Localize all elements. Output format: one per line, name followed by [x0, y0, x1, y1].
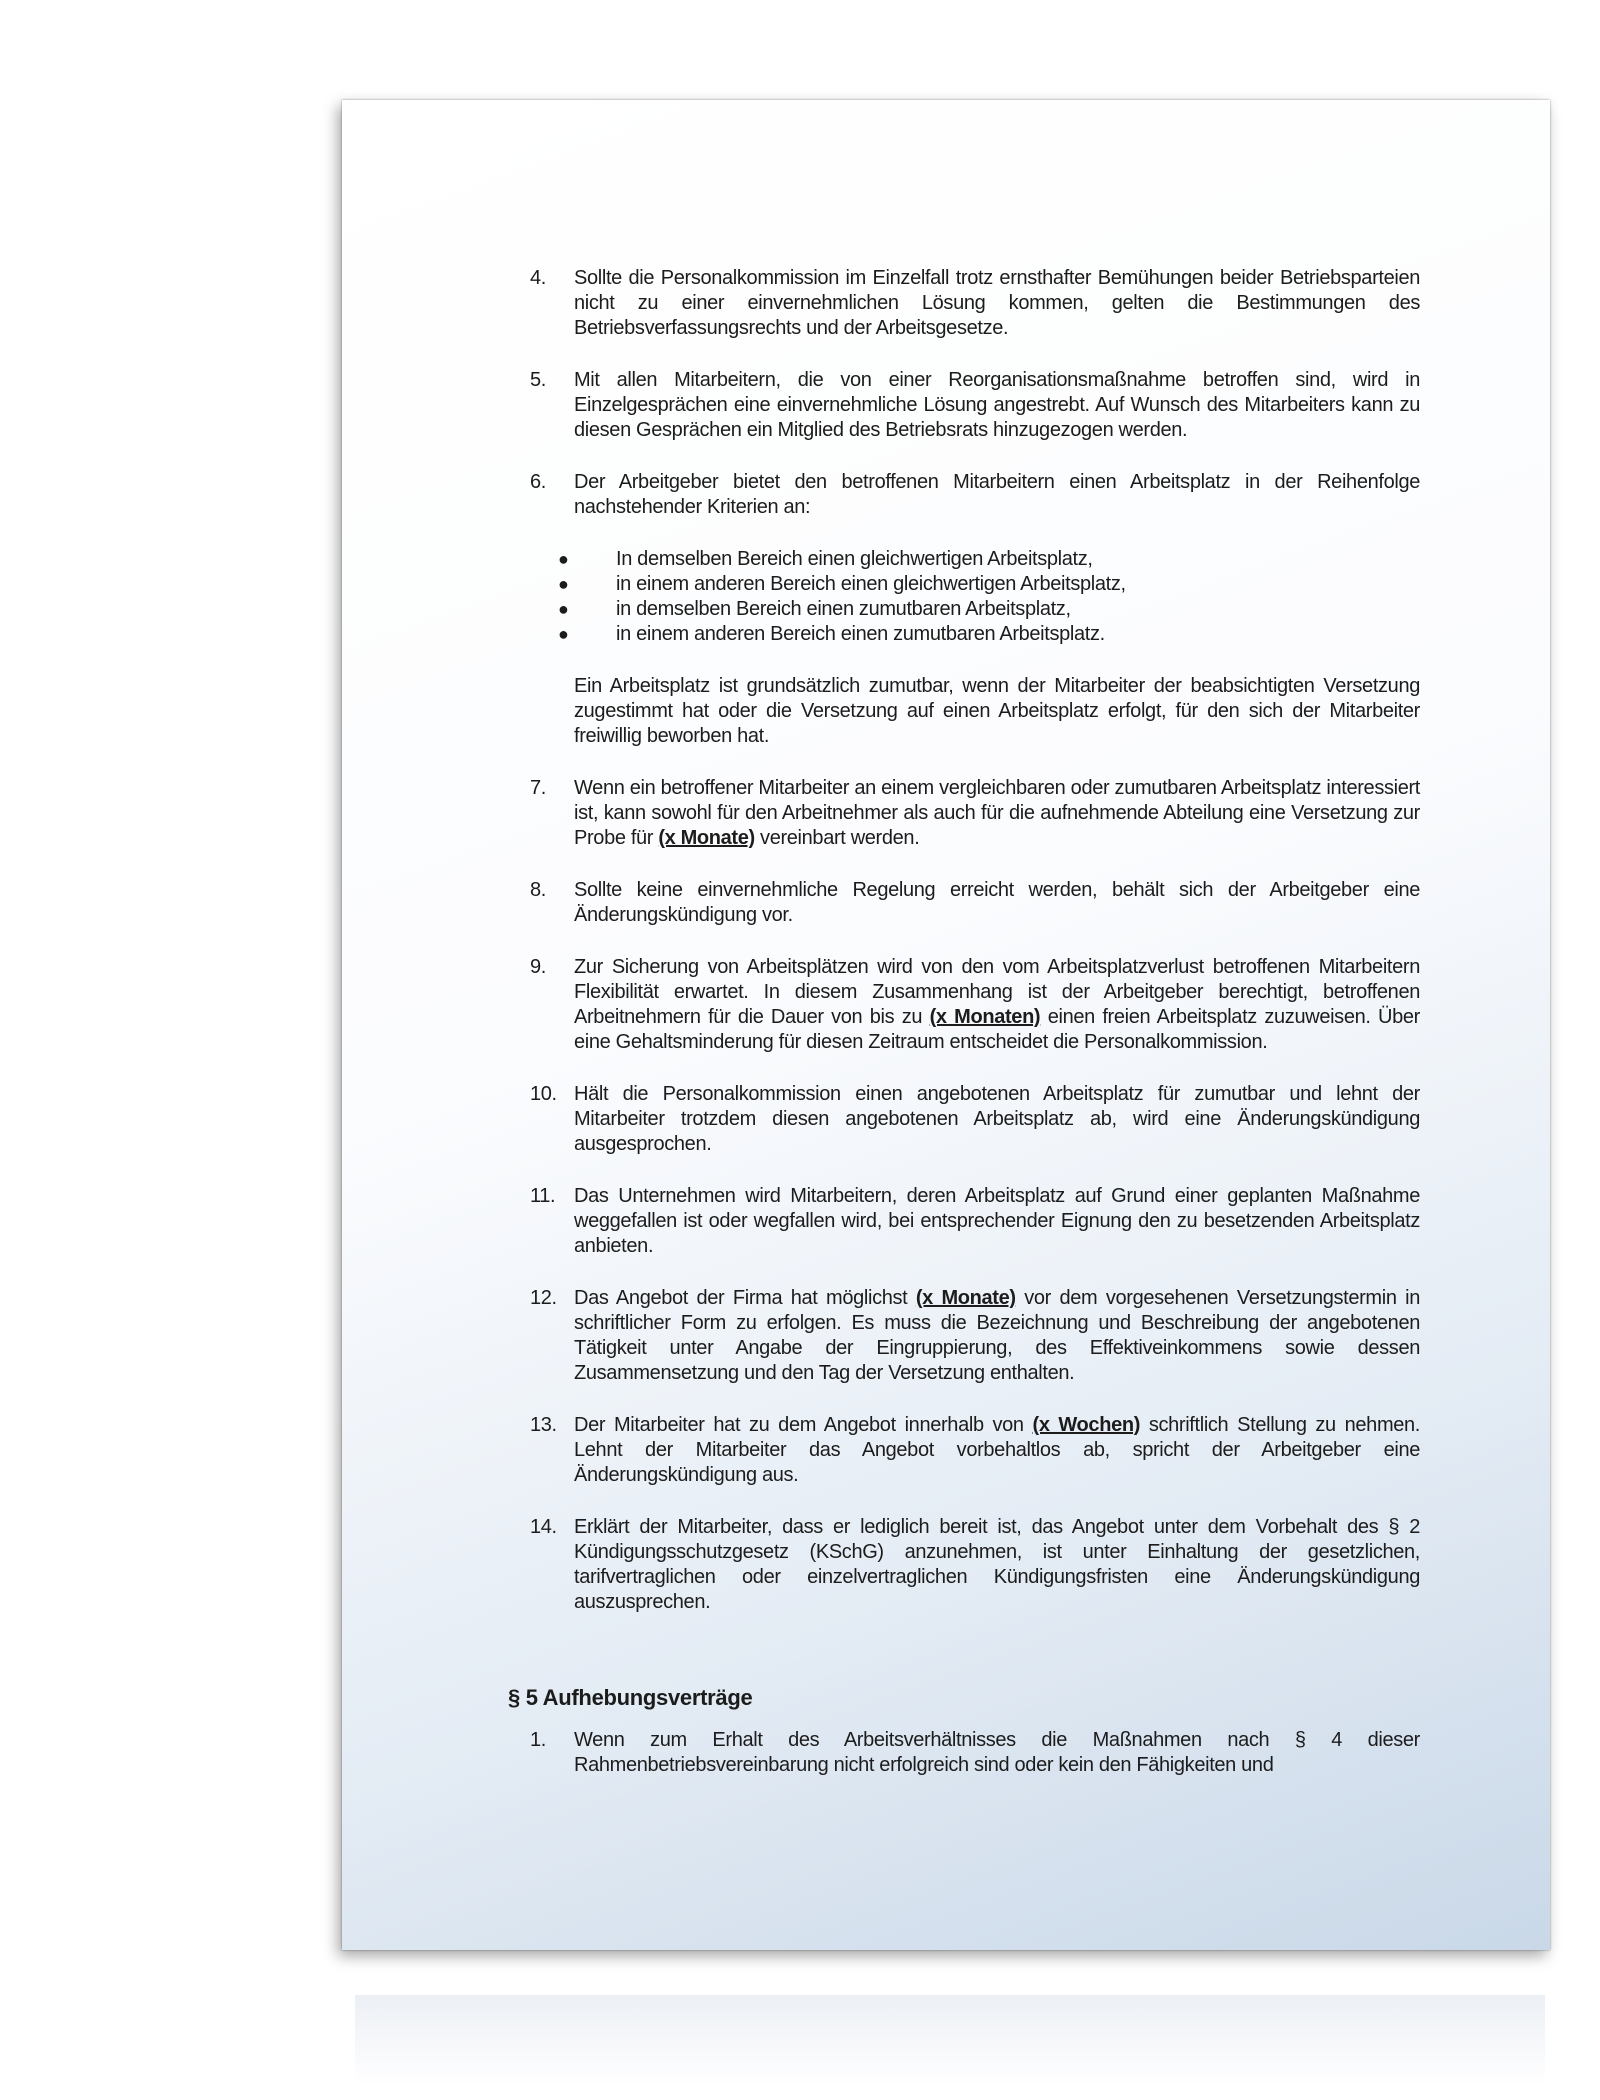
item-number: 14.	[530, 1516, 557, 1538]
text-part: vereinbart werden.	[754, 827, 920, 849]
item-text: Mit allen Mitarbeitern, die von einer Reorganisationsmaßnahme betroffen sind, wird in Einzelgesprächen eine einvernehmliche Lösung angestrebt. Auf Wunsch des Mitarbeiters kann zu diesen Gesprächen ein Mitglied des Betriebsrats hinzugezogen werden.	[574, 369, 1420, 441]
item-text	[574, 955, 1420, 1055]
zumutbar-note: Ein Arbeitsplatz ist grundsätzlich zumutbar, wenn der Mitarbeiter der beabsichtigten Versetzung zugestimmt hat oder die Versetzung auf einen Arbeitsplatz erfolgt, für den sich der Mitarbeiter freiwillig beworben hat.	[574, 675, 1420, 747]
list-item	[530, 266, 1420, 341]
item-number: 6.	[530, 471, 546, 493]
item-number: 4.	[530, 267, 546, 289]
placeholder-field: (x Wochen)	[1032, 1414, 1141, 1436]
item-text: Sollte keine einvernehmliche Regelung erreicht werden, behält sich der Arbeitgeber eine Änderungskündigung vor.	[574, 879, 1420, 926]
text-part: schriftlich Stellung zu nehmen. Lehnt der Mitarbeiter das Angebot vorbehaltlos ab, spricht der Arbeitgeber eine Änderungskündigung aus.	[574, 1414, 1421, 1486]
text-part: Wenn ein betroffener Mitarbeiter an einem vergleichbaren oder zumutbaren Arbeitsplatz interessiert ist, kann sowohl für den Arbeitnehmer als auch für die aufnehmende Abteilung eine Versetzung zur Probe für	[574, 777, 1420, 849]
bullet-text: in einem anderen Bereich einen zumutbaren Arbeitsplatz.	[616, 623, 1105, 645]
item-text: Erklärt der Mitarbeiter, dass er lediglich bereit ist, das Angebot unter dem Vorbehalt des § 2 Kündigungsschutzgesetz (KSchG) anzunehmen, ist unter Einhaltung der gesetzlichen, tarifvertraglichen oder einzelvertraglichen Kündigungsfristen eine Änderungskündigung auszusprechen.	[574, 1516, 1420, 1613]
text-part: vor dem vorgesehenen Versetzungstermin in schriftlicher Form zu erfolgen. Es muss die Bezeichnung und Beschreibung der angebotenen Tätigkeit unter Angabe der Eingruppierung, des Effektiveinkommens sowie dessen Zusammensetzung und den Tag der Versetzung enthalten.	[574, 1287, 1420, 1384]
text-part: Der Mitarbeiter hat zu dem Angebot innerhalb von	[574, 1414, 1033, 1436]
page-reflection	[355, 1995, 1545, 2085]
list-item	[530, 1413, 1420, 1488]
list-item	[530, 1184, 1420, 1259]
text-part: Das Angebot der Firma hat möglichst	[574, 1287, 916, 1309]
item-number: 7.	[530, 777, 546, 799]
bullet-icon: ●	[558, 574, 569, 594]
list-item	[530, 955, 1420, 1055]
bullet-item	[558, 572, 1420, 597]
list-item	[530, 470, 1420, 520]
placeholder-field: (x Monate)	[915, 1287, 1016, 1309]
list-item	[530, 878, 1420, 928]
item-text	[574, 776, 1420, 851]
placeholder-field: (x Monate)	[658, 827, 755, 849]
item-number: 1.	[530, 1729, 546, 1751]
item-text: Hält die Personalkommission einen angebotenen Arbeitsplatz für zumutbar und lehnt der Mitarbeiter trotzdem diesen angebotenen Arbeitsplatz ab, wird eine Änderungskündigung ausgesprochen.	[574, 1083, 1420, 1155]
text-part: Zur Sicherung von Arbeitsplätzen wird von den vom Arbeitsplatzverlust betroffenen Mitarbeitern Flexibilität erwartet. In diesem Zusammenhang ist der Arbeitgeber berechtigt, betroffenen Arbeitnehmern für die Dauer von bis zu	[574, 956, 1420, 1028]
item-number: 13.	[530, 1414, 557, 1436]
text-part: einen freien Arbeitsplatz zuzuweisen. Über eine Gehaltsminderung für diesen Zeitraum entscheidet die Personalkommission.	[574, 1006, 1420, 1053]
bullet-item	[558, 547, 1420, 572]
bullet-text: In demselben Bereich einen gleichwertigen Arbeitsplatz,	[616, 548, 1093, 570]
bullet-text: in demselben Bereich einen zumutbaren Arbeitsplatz,	[616, 598, 1071, 620]
bullet-text: in einem anderen Bereich einen gleichwertigen Arbeitsplatz,	[616, 573, 1126, 595]
document-page	[342, 100, 1550, 1950]
criteria-list	[530, 547, 1420, 647]
item-number: 8.	[530, 879, 546, 901]
bullet-item	[558, 597, 1420, 622]
item-number: 12.	[530, 1287, 557, 1309]
list-item	[530, 1728, 1420, 1778]
bullet-icon: ●	[558, 624, 569, 644]
item-number: 5.	[530, 369, 546, 391]
list-item	[530, 1286, 1420, 1386]
placeholder-field: (x Monaten)	[929, 1006, 1041, 1028]
item-number: 11.	[530, 1185, 556, 1207]
section-heading: § 5 Aufhebungsverträge	[508, 1685, 753, 1710]
list-item	[530, 368, 1420, 443]
document-content	[508, 266, 1421, 1805]
bullet-icon: ●	[558, 599, 569, 619]
bullet-item	[558, 622, 1420, 647]
item-text: Wenn zum Erhalt des Arbeitsverhältnisses die Maßnahmen nach § 4 dieser Rahmenbetriebsvereinbarung nicht erfolgreich sind oder kein den Fähigkeiten und	[574, 1729, 1420, 1776]
item-text	[574, 1286, 1420, 1386]
list-item	[530, 1515, 1420, 1615]
item-number: 9.	[530, 956, 546, 978]
item-text	[574, 1413, 1420, 1488]
bullet-icon: ●	[558, 549, 569, 569]
item-number: 10.	[530, 1083, 557, 1105]
item-text: Sollte die Personalkommission im Einzelfall trotz ernsthafter Bemühungen beider Betriebsparteien nicht zu einer einvernehmlichen Lösung kommen, gelten die Bestimmungen des Betriebsverfassungsrechts und der Arbeitsgesetze.	[574, 267, 1420, 339]
item-text: Der Arbeitgeber bietet den betroffenen Mitarbeitern einen Arbeitsplatz in der Reihenfolge nachstehender Kriterien an:	[574, 471, 1420, 518]
list-item	[530, 1082, 1420, 1157]
list-item	[530, 776, 1420, 851]
item-text: Das Unternehmen wird Mitarbeitern, deren Arbeitsplatz auf Grund einer geplanten Maßnahme weggefallen ist oder wegfallen wird, bei entsprechender Eignung den zu besetzenden Arbeitsplatz anbieten.	[574, 1185, 1420, 1257]
